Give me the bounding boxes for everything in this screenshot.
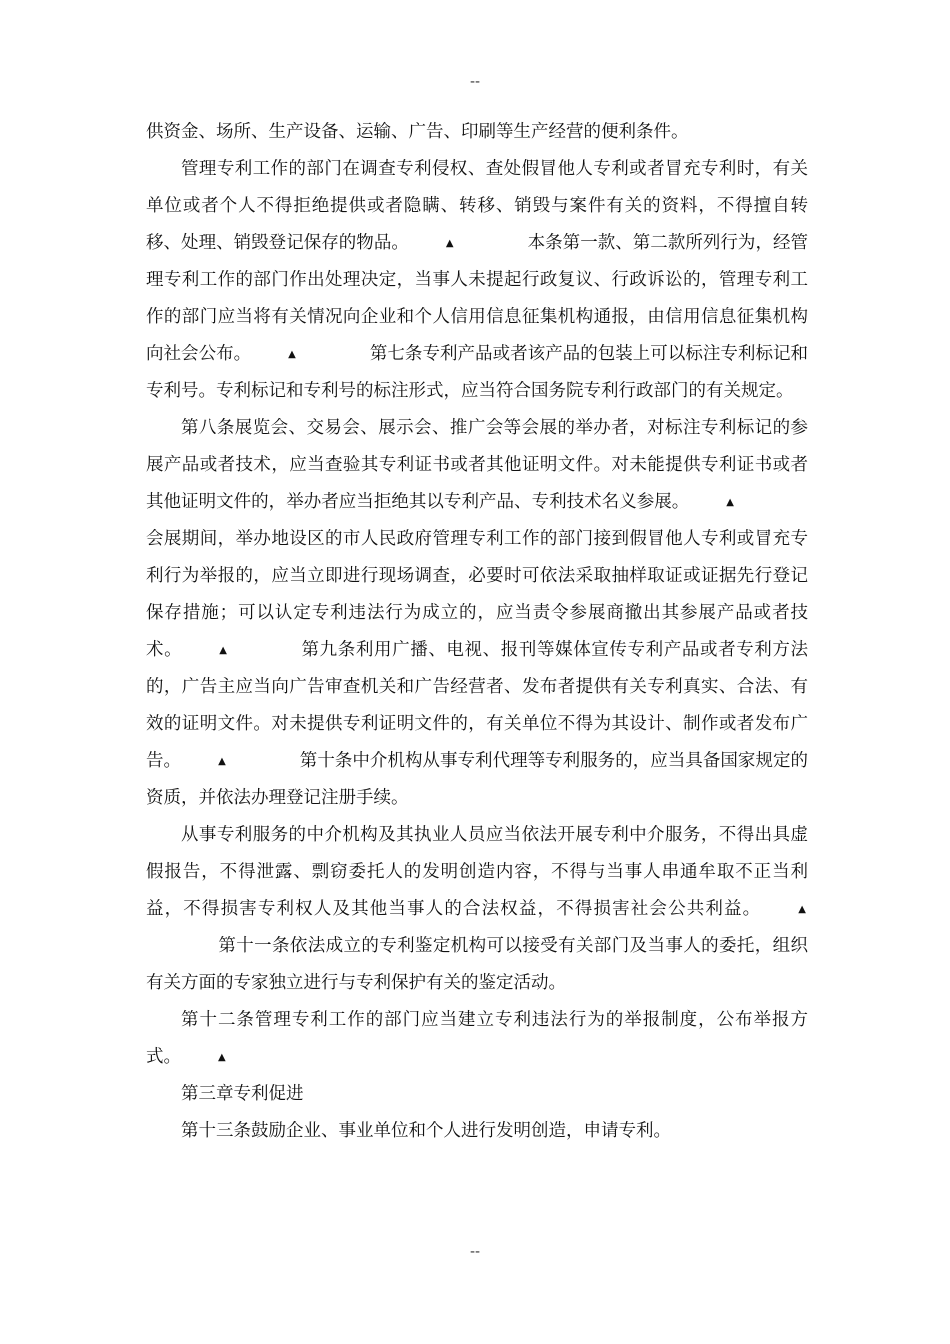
paragraph (146, 114, 808, 151)
triangle-mark-icon: ▲ (798, 904, 806, 915)
paragraph-text: 从事专利服务的中介机构及其执业人员应当依法开展专利中介服务，不得出具虚假报告，不得泄露、剽窃委托人的发明创造内容，不得与当事人串通牟取不正当利益，不得损害专利权人及其他当事人的合法权益，不得损害社会公共利益。 (146, 825, 808, 919)
triangle-mark-icon: ▲ (726, 497, 734, 508)
paragraph-text: 第九条利用广播、电视、报刊等媒体宣传专利产品或者专利方法的，广告主应当向广告审查机关和广告经营者、发布者提供有关专利真实、合法、有效的证明文件。对未提供专利证明文件的，有关单位不得为其设计、制作或者发布广告。 (146, 640, 809, 771)
page-header-marker: -- (469, 74, 481, 90)
paragraph-text: 第八条展览会、交易会、展示会、推广会等会展的举办者，对标注专利标记的参展产品或者技术，应当查验其专利证书或者其他证明文件。对未能提供专利证书或者其他证明文件的，举办者应当拒绝其以专利产品、专利技术名义参展。 (146, 418, 808, 512)
paragraph-text: 第十条中介机构从事专利代理等专利服务的，应当具备国家规定的资质，并依法办理登记注册手续。 (146, 751, 809, 808)
triangle-mark-icon: ▲ (218, 1052, 226, 1063)
triangle-mark-icon: ▲ (288, 349, 296, 360)
triangle-mark-icon: ▲ (445, 238, 454, 249)
paragraph (146, 1002, 808, 1076)
paragraph (146, 817, 808, 1002)
paragraph-text: 第十三条鼓励企业、事业单位和个人进行发明创造，申请专利。 (181, 1121, 671, 1141)
paragraph-text: 第十一条依法成立的专利鉴定机构可以接受有关部门及当事人的委托，组织有关方面的专家独立进行与专利保护有关的鉴定活动。 (146, 936, 808, 993)
paragraph-text: 管理专利工作的部门在调查专利侵权、查处假冒他人专利或者冒充专利时，有关单位或者个人不得拒绝提供或者隐瞒、转移、销毁与案件有关的资料，不得擅自转移、处理、销毁登记保存的物品。 (146, 159, 808, 253)
paragraph (146, 410, 808, 817)
paragraph (146, 1076, 808, 1113)
page-footer-marker: -- (469, 1244, 481, 1260)
paragraph-text: 第三章专利促进 (181, 1084, 304, 1104)
paragraph-text: 第七条专利产品或者该产品的包装上可以标注专利标记和专利号。专利标记和专利号的标注形式，应当符合国务院专利行政部门的有关规定。 (146, 344, 809, 401)
paragraph (146, 1113, 808, 1150)
paragraph-text: 第十二条管理专利工作的部门应当建立专利违法行为的举报制度，公布举报方式。 (146, 1010, 808, 1067)
paragraph-text: 供资金、场所、生产设备、运输、广告、印刷等生产经营的便利条件。 (146, 122, 689, 142)
triangle-mark-icon: ▲ (219, 645, 227, 656)
paragraph-text: 会展期间，举办地设区的市人民政府管理专利工作的部门接到假冒他人专利或冒充专利行为举报的，应当立即进行现场调查，必要时可依法采取抽样取证或证据先行登记保存措施；可以认定专利违法行为成立的，应当责令参展商撤出其参展产品或者技术。 (146, 529, 808, 660)
triangle-mark-icon: ▲ (218, 756, 226, 767)
paragraph (146, 151, 808, 410)
paragraph-text: 本条第一款、第二款所列行为，经管理专利工作的部门作出处理决定，当事人未提起行政复议、行政诉讼的，管理专利工作的部门应当将有关情况向企业和个人信用信息征集机构通报，由信用信息征集机构向社会公布。 (146, 233, 809, 364)
document-body (146, 114, 808, 1150)
